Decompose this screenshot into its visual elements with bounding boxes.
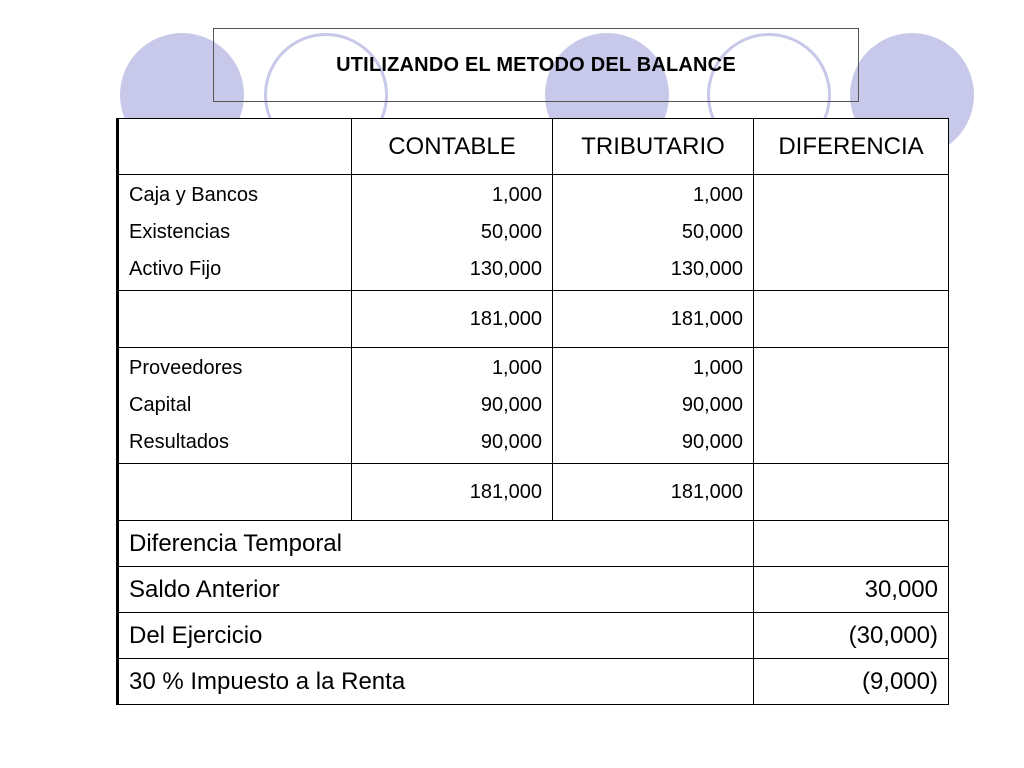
activos-diferencia <box>754 175 949 291</box>
header-empty-cell <box>118 119 352 175</box>
header-tributario: TRIBUTARIO <box>553 119 754 175</box>
summary-row-saldo-anterior <box>118 567 949 613</box>
pasivos-contable <box>352 348 553 464</box>
value-cell: 130,000 <box>670 258 743 280</box>
header-contable: CONTABLE <box>352 119 553 175</box>
summary-label: Del Ejercicio <box>118 613 754 659</box>
value-cell: 90,000 <box>480 431 542 453</box>
summary-label: Saldo Anterior <box>118 567 754 613</box>
balance-table <box>116 118 949 705</box>
total-empty-cell <box>118 464 352 521</box>
header-row <box>118 119 949 175</box>
activos-row <box>118 175 949 291</box>
pasivos-diferencia <box>754 348 949 464</box>
total-empty-cell <box>118 291 352 348</box>
pasivos-labels <box>118 348 352 464</box>
summary-value: 30,000 <box>754 567 949 613</box>
title-box <box>213 28 859 102</box>
summary-row-impuesto-renta <box>118 659 949 705</box>
value-cell: 1,000 <box>491 184 542 206</box>
value-cell: 1,000 <box>692 184 743 206</box>
value-cell: 90,000 <box>681 431 743 453</box>
activos-contable <box>352 175 553 291</box>
summary-label: Diferencia Temporal <box>118 521 754 567</box>
label-activo-fijo: Activo Fijo <box>129 258 222 280</box>
activos-total-contable: 181,000 <box>352 291 553 348</box>
activos-total-tributario: 181,000 <box>553 291 754 348</box>
pasivos-tributario <box>553 348 754 464</box>
pasivos-total-diferencia <box>754 464 949 521</box>
pasivos-total-row <box>118 464 949 521</box>
summary-row-del-ejercicio <box>118 613 949 659</box>
slide-title: UTILIZANDO EL METODO DEL BALANCE <box>336 53 736 76</box>
value-cell: 90,000 <box>681 394 743 416</box>
label-capital: Capital <box>129 394 192 416</box>
activos-total-diferencia <box>754 291 949 348</box>
pasivos-total-contable: 181,000 <box>352 464 553 521</box>
summary-value: (30,000) <box>754 613 949 659</box>
header-diferencia: DIFERENCIA <box>754 119 949 175</box>
label-proveedores: Proveedores <box>129 357 243 379</box>
activos-total-row <box>118 291 949 348</box>
activos-tributario <box>553 175 754 291</box>
summary-label: 30 % Impuesto a la Renta <box>118 659 754 705</box>
value-cell: 1,000 <box>692 357 743 379</box>
activos-labels <box>118 175 352 291</box>
label-caja-bancos: Caja y Bancos <box>129 184 258 206</box>
summary-value <box>754 521 949 567</box>
label-resultados: Resultados <box>129 431 230 453</box>
value-cell: 130,000 <box>469 258 542 280</box>
value-cell: 1,000 <box>491 357 542 379</box>
pasivos-row <box>118 348 949 464</box>
value-cell: 90,000 <box>480 394 542 416</box>
summary-row-diferencia-temporal <box>118 521 949 567</box>
summary-value: (9,000) <box>754 659 949 705</box>
value-cell: 50,000 <box>480 221 542 243</box>
label-existencias: Existencias <box>129 221 231 243</box>
value-cell: 50,000 <box>681 221 743 243</box>
pasivos-total-tributario: 181,000 <box>553 464 754 521</box>
